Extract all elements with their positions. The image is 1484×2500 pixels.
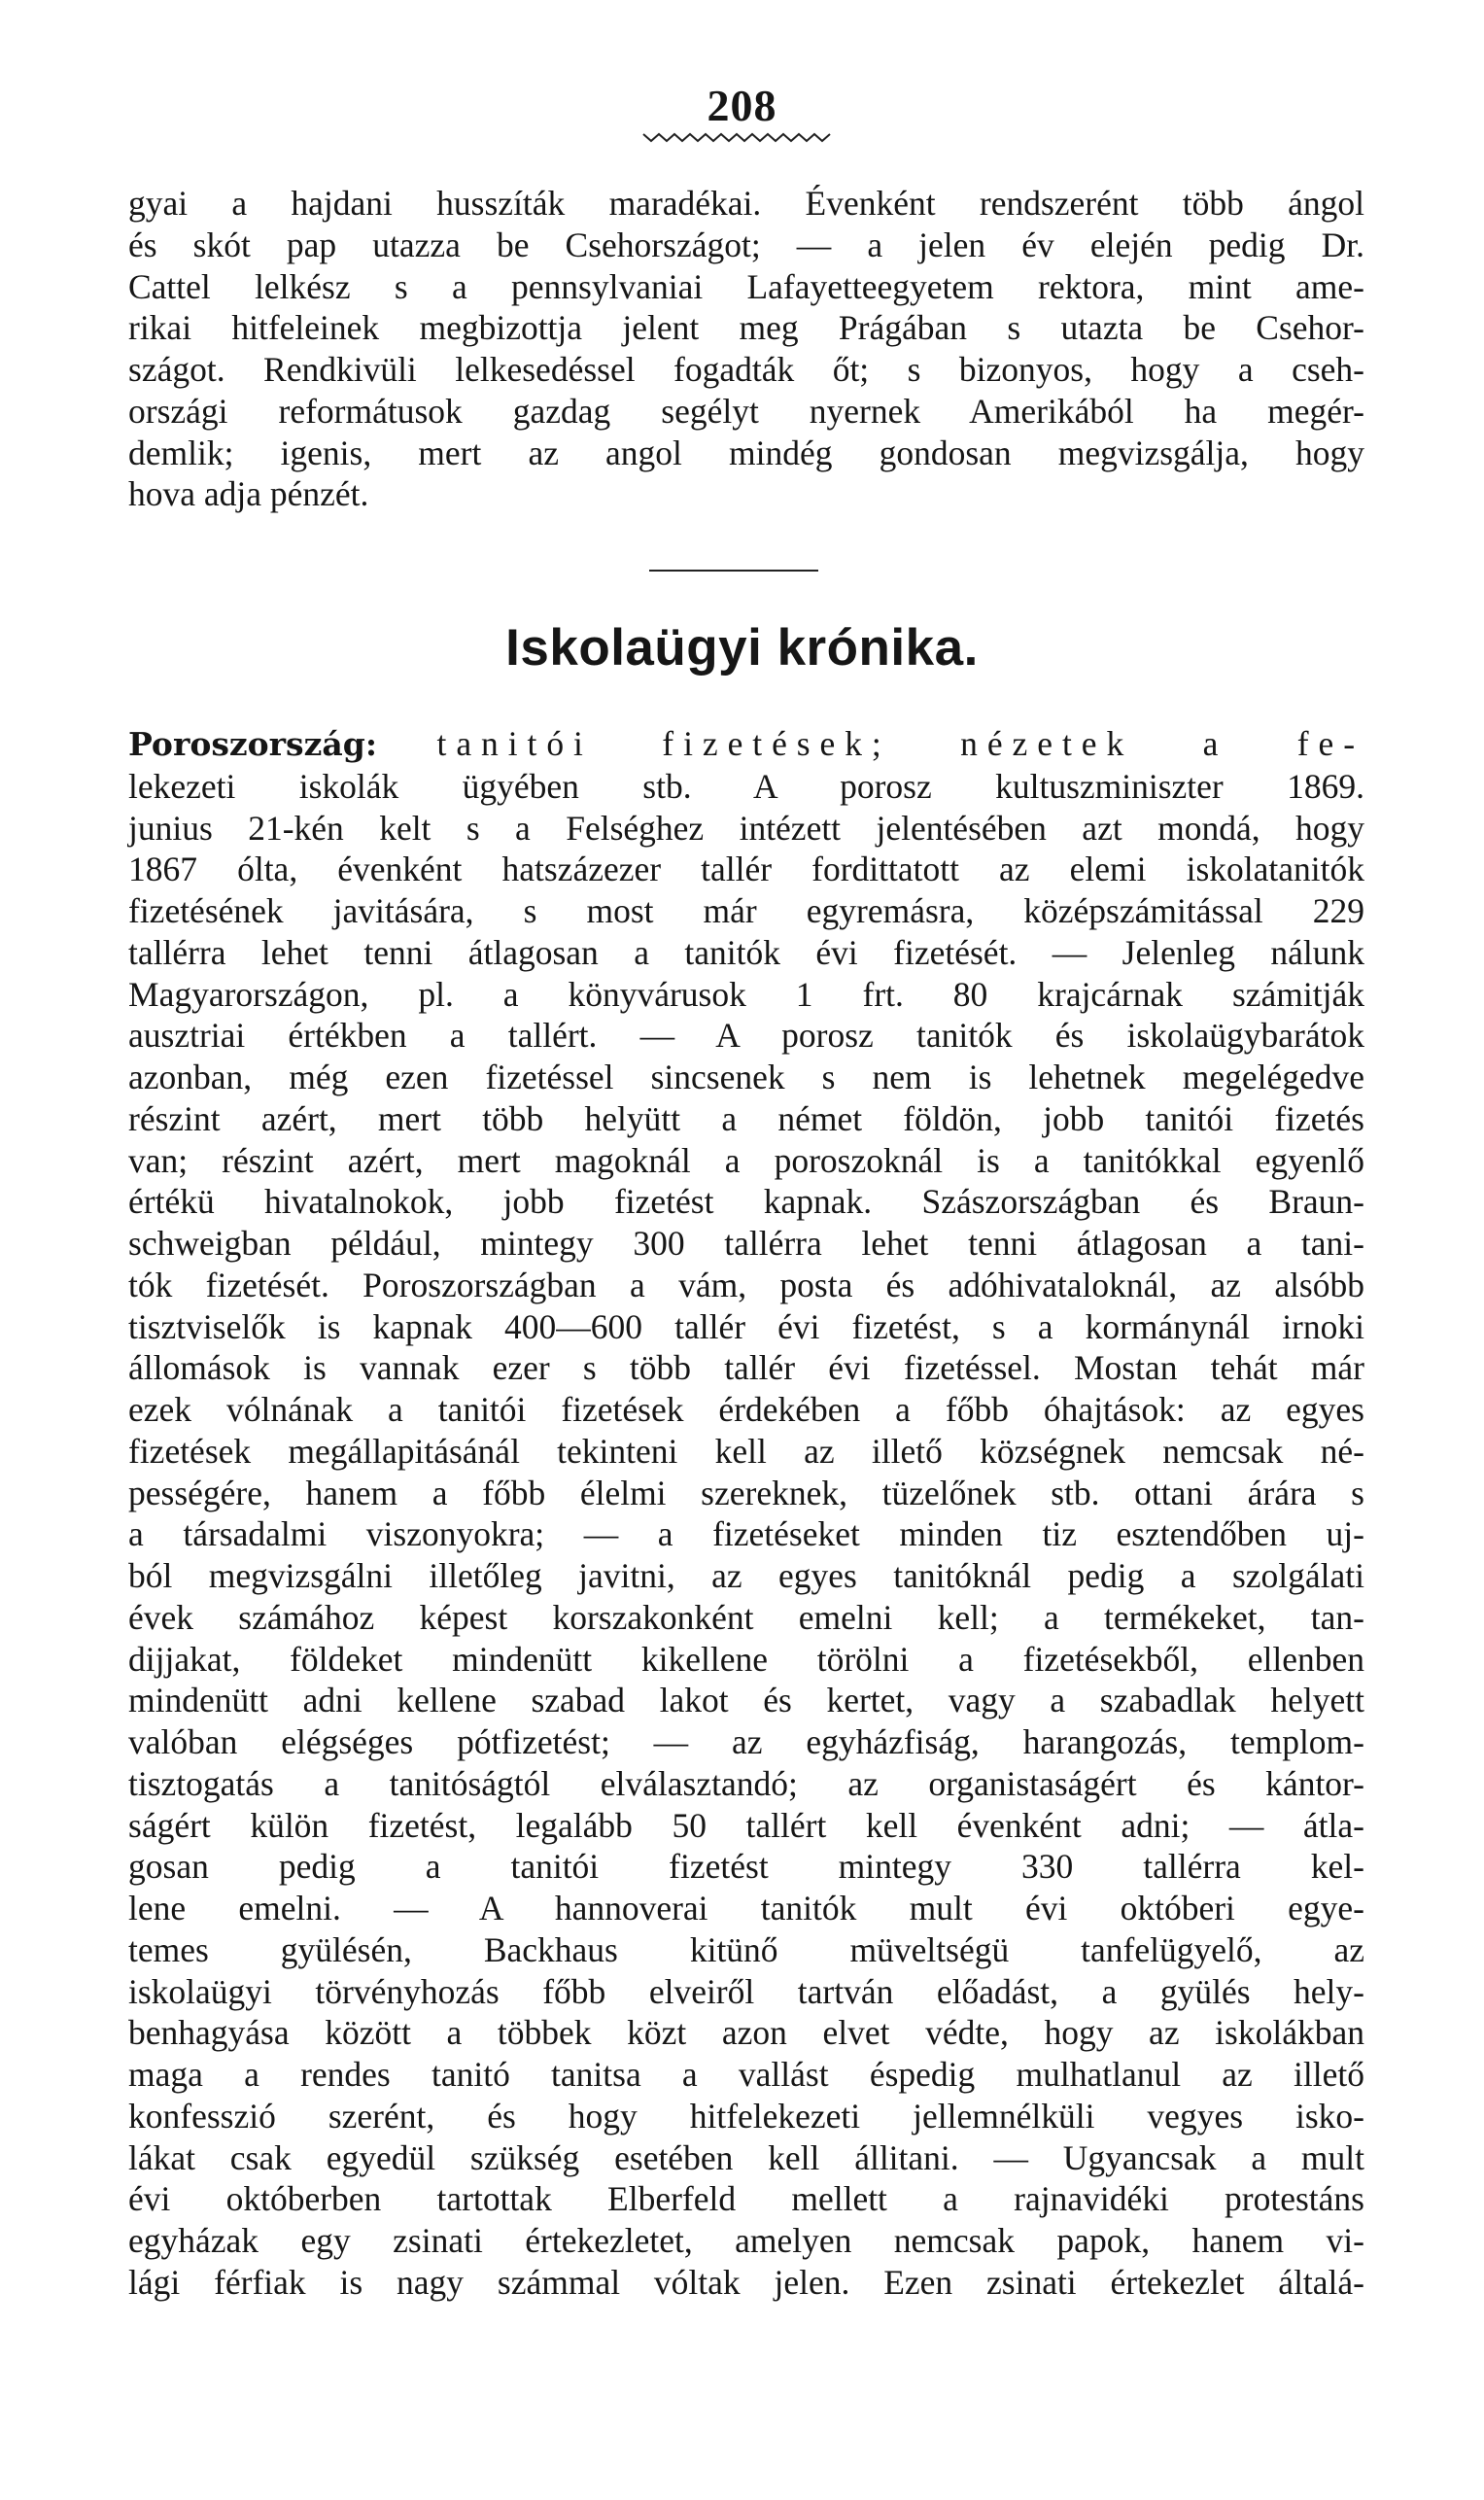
text-line: gosan pedig a tanitói fizetést mintegy 330 tallérra kel- [128,1847,1364,1887]
text-line: Magyarországon, pl. a könyvárusok 1 frt. 80 krajcárnak számitják [128,974,1364,1014]
text-line: 1867 ólta, évenként hatszázezer tallér fordittatott az elemi iskolatanitók [128,850,1364,889]
text-line: ausztriai értékben a tallért. — A porosz tanitók és iskolaügybarátok [128,1016,1364,1056]
text-line: állomások is vannak ezer s több tallér évi fizetéssel. Mostan tehát már [128,1348,1364,1388]
text-line: részint azért, mert több helyütt a német földön, jobb tanitói fizetés [128,1098,1364,1138]
text-line: ból megvizsgálni illetőleg javitni, az egyes tanitóknál pedig a szolgálati [128,1556,1364,1595]
text-line: Cattel lelkész s a pennsylvaniai Lafayetteegyetem rektora, mint ame- [128,266,1364,306]
text-line: benhagyása között a többek közt azon elvet védte, hogy az iskolákban [128,2013,1364,2053]
paragraph-hussite-remnants [128,183,1364,515]
text-line: országi reformátusok gazdag segélyt nyernek Amerikából ha megér- [128,391,1364,431]
text-line: demlik; igenis, mert az angol mindég gondosan megvizsgálja, hogy [128,433,1364,472]
text-line: tisztogatás a tanitóságtól elválasztandó; az organistaságért és kántor- [128,1763,1364,1803]
paragraph-school-chronicle [128,723,1364,2304]
text-line: hova adja pénzét. [128,474,369,514]
text-line: valóban elégséges pótfizetést; — az egyházfiság, harangozás, templom- [128,1722,1364,1761]
text-line: konfesszió szerént, és hogy hitfelekezeti jellemnélküli vegyes isko- [128,2096,1364,2135]
text-line: tisztviselők is kapnak 400—600 tallér évi fizetést, s a kormánynál irnoki [128,1306,1364,1346]
text-line: van; részint azért, mert magoknál a poroszoknál is a tanitókkal egyenlő [128,1140,1364,1180]
text-line: azonban, még ezen fizetéssel sincsenek s nem is lehetnek megelégedve [128,1058,1364,1096]
text-line: tallérra lehet tenni átlagosan a tanitók évi fizetését. — Jelenleg nálunk [128,932,1364,972]
run-in-heading: Poroszország: [128,725,378,763]
text-line: évek számához képest korszakonként emelni kell; a termékeket, tan- [128,1597,1364,1637]
text-line: schweigban például, mintegy 300 tallérra lehet tenni átlagosan a tani- [128,1224,1364,1263]
text-line: tók fizetését. Poroszországban a vám, posta és adóhivataloknál, az alsóbb [128,1265,1364,1304]
text-line: a társadalmi viszonyokra; — a fizetéseket minden tiz esztendőben uj- [128,1514,1364,1554]
text-line: lene emelni. — A hannoverai tanitók mult évi októberi egye- [128,1889,1364,1927]
text-line: fizetések megállapitásánál tekinteni kell az illető községnek nemcsak né- [128,1431,1364,1471]
section-heading: Iskolaügyi krónika. [505,619,979,677]
text-line: szágot. Rendkivüli lelkesedéssel fogadták őt; s bizonyos, hogy a cseh- [128,350,1364,389]
text-line: egyházak egy zsinati értekezletet, amelyen nemcsak papok, hanem vi- [128,2221,1364,2260]
text-line: iskolaügyi törvényhozás főbb elveiről tartván előadást, a gyülés hely- [128,1971,1364,2011]
text-line: évi októberben tartottak Elberfeld mellett a rajnavidéki protestáns [128,2179,1364,2219]
text-line: értékü hivatalnokok, jobb fizetést kapnak. Szászországban és Braun- [128,1182,1364,1222]
text-line: pességére, hanem a főbb élelmi szereknek, tüzelőnek stb. ottani árára s [128,1473,1364,1512]
text-line: mindenütt adni kellene szabad lakot és kertet, vagy a szabadlak helyett [128,1681,1364,1720]
text-line-segment: tanitói fizetések; nézetek a fe- [436,724,1364,763]
text-line: fizetésének javitására, s most már egyremásra, középszámitással 229 [128,891,1364,930]
text-line: dijjakat, földeket mindenütt kikellene törölni a fizetésekből, ellenben [128,1639,1364,1679]
text-line: lekezeti iskolák ügyében stb. A porosz kultuszminiszter 1869. [128,766,1364,806]
text-line: maga a rendes tanitó tanitsa a vallást éspedig mulhatlanul az illető [128,2055,1364,2094]
text-line: lági férfiak is nagy számmal vóltak jelen. Ezen zsinati értekezlet általá- [128,2262,1364,2302]
text-line: gyai a hajdani husszíták maradékai. Évenként rendszerént több ángol [128,184,1364,223]
wavy-ornament [641,130,836,144]
text-line: és skót pap utazza be Csehországot; — a jelen év elején pedig Dr. [128,225,1364,264]
text-line: temes gyülésén, Backhaus kitünő müveltségü tanfelügyelő, az [128,1929,1364,1969]
text-line: lákat csak egyedül szükség esetében kell állitani. — Ugyancsak a mult [128,2137,1364,2177]
text-line: rikai hitfeleinek megbizottja jelent meg Prágában s utazta be Csehor- [128,308,1364,348]
text-line: ezek vólnának a tanitói fizetések érdekében a főbb óhajtások: az egyes [128,1390,1364,1429]
text-line: ságért külön fizetést, legalább 50 tallért kell évenként adni; — átla- [128,1805,1364,1845]
page-number: 208 [707,81,777,130]
section-divider [649,570,818,572]
text-line-first [128,723,1364,766]
text-line: junius 21-kén kelt s a Felséghez intézett jelentésében azt mondá, hogy [128,808,1364,848]
